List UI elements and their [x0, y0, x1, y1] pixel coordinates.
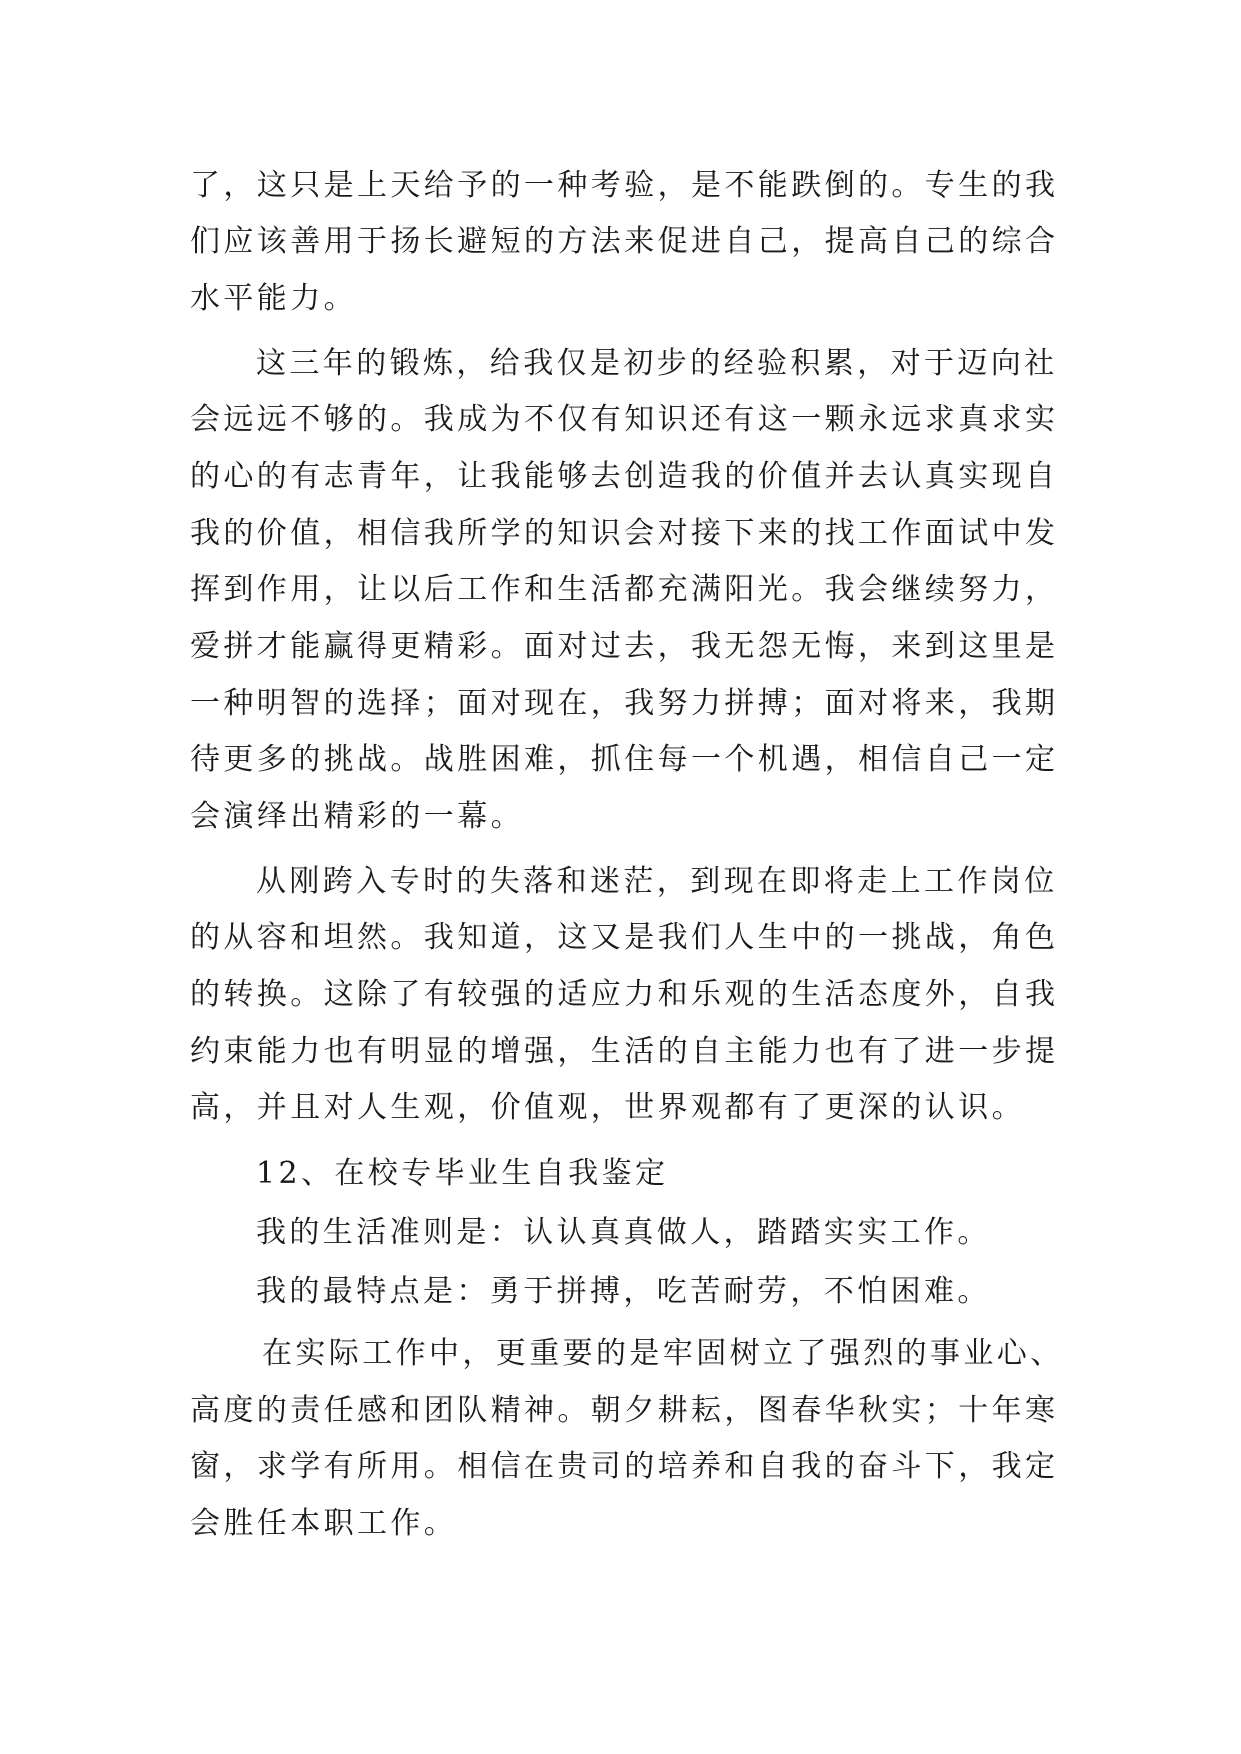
text-line: 窗，求学有所用。相信在贵司的培养和自我的奋斗下，我定	[190, 1449, 1059, 1484]
text-line: 爱拼才能赢得更精彩。面对过去，我无怨无悔，来到这里是	[190, 629, 1059, 664]
text-line: 高度的责任感和团队精神。朝夕耕耘，图春华秋实；十年寒	[190, 1393, 1059, 1428]
text-line: 一种明智的选择；面对现在，我努力拼搏；面对将来，我期	[190, 686, 1059, 721]
text-line: 的从容和坦然。我知道，这又是我们人生中的一挑战，角色	[190, 920, 1059, 955]
text-line: 挥到作用，让以后工作和生活都充满阳光。我会继续努力，	[190, 572, 1059, 607]
paragraph-first-line: 从刚跨入专时的失落和迷茫，到现在即将走上工作岗位	[256, 864, 1058, 899]
text-line: 水平能力。	[190, 281, 357, 316]
text-line: 我的价值，相信我所学的知识会对接下来的找工作面试中发	[190, 516, 1059, 551]
text-line: 待更多的挑战。战胜困难，抓住每一个机遇，相信自己一定	[190, 742, 1059, 777]
text-line: 约束能力也有明显的增强，生活的自主能力也有了进一步提	[190, 1034, 1059, 1069]
text-line: 会演绎出精彩的一幕。	[190, 799, 524, 834]
paragraph-first-line: 这三年的锻炼，给我仅是初步的经验积累，对于迈向社	[256, 346, 1058, 381]
paragraph-first-line: 我的生活准则是：认认真真做人，踏踏实实工作。	[256, 1215, 991, 1250]
text-line: 的心的有志青年，让我能够去创造我的价值并去认真实现自	[190, 459, 1059, 494]
text-line: 高，并且对人生观，价值观，世界观都有了更深的认识。	[190, 1090, 1025, 1125]
text-line: 了，这只是上天给予的一种考验，是不能跌倒的。专生的我	[190, 168, 1059, 203]
text-line: 会远远不够的。我成为不仅有知识还有这一颗永远求真求实	[190, 402, 1059, 437]
paragraph-first-line: 我的最特点是：勇于拼搏，吃苦耐劳，不怕困难。	[256, 1274, 991, 1309]
section-heading: 12、在校专毕业生自我鉴定	[256, 1156, 669, 1191]
text-line: 的转换。这除了有较强的适应力和乐观的生活态度外，自我	[190, 977, 1059, 1012]
text-line: 会胜任本职工作。	[190, 1506, 458, 1541]
text-line: 们应该善用于扬长避短的方法来促进自己，提高自己的综合	[190, 224, 1059, 259]
paragraph-first-line: 在实际工作中，更重要的是牢固树立了强烈的事业心、	[262, 1336, 1064, 1371]
